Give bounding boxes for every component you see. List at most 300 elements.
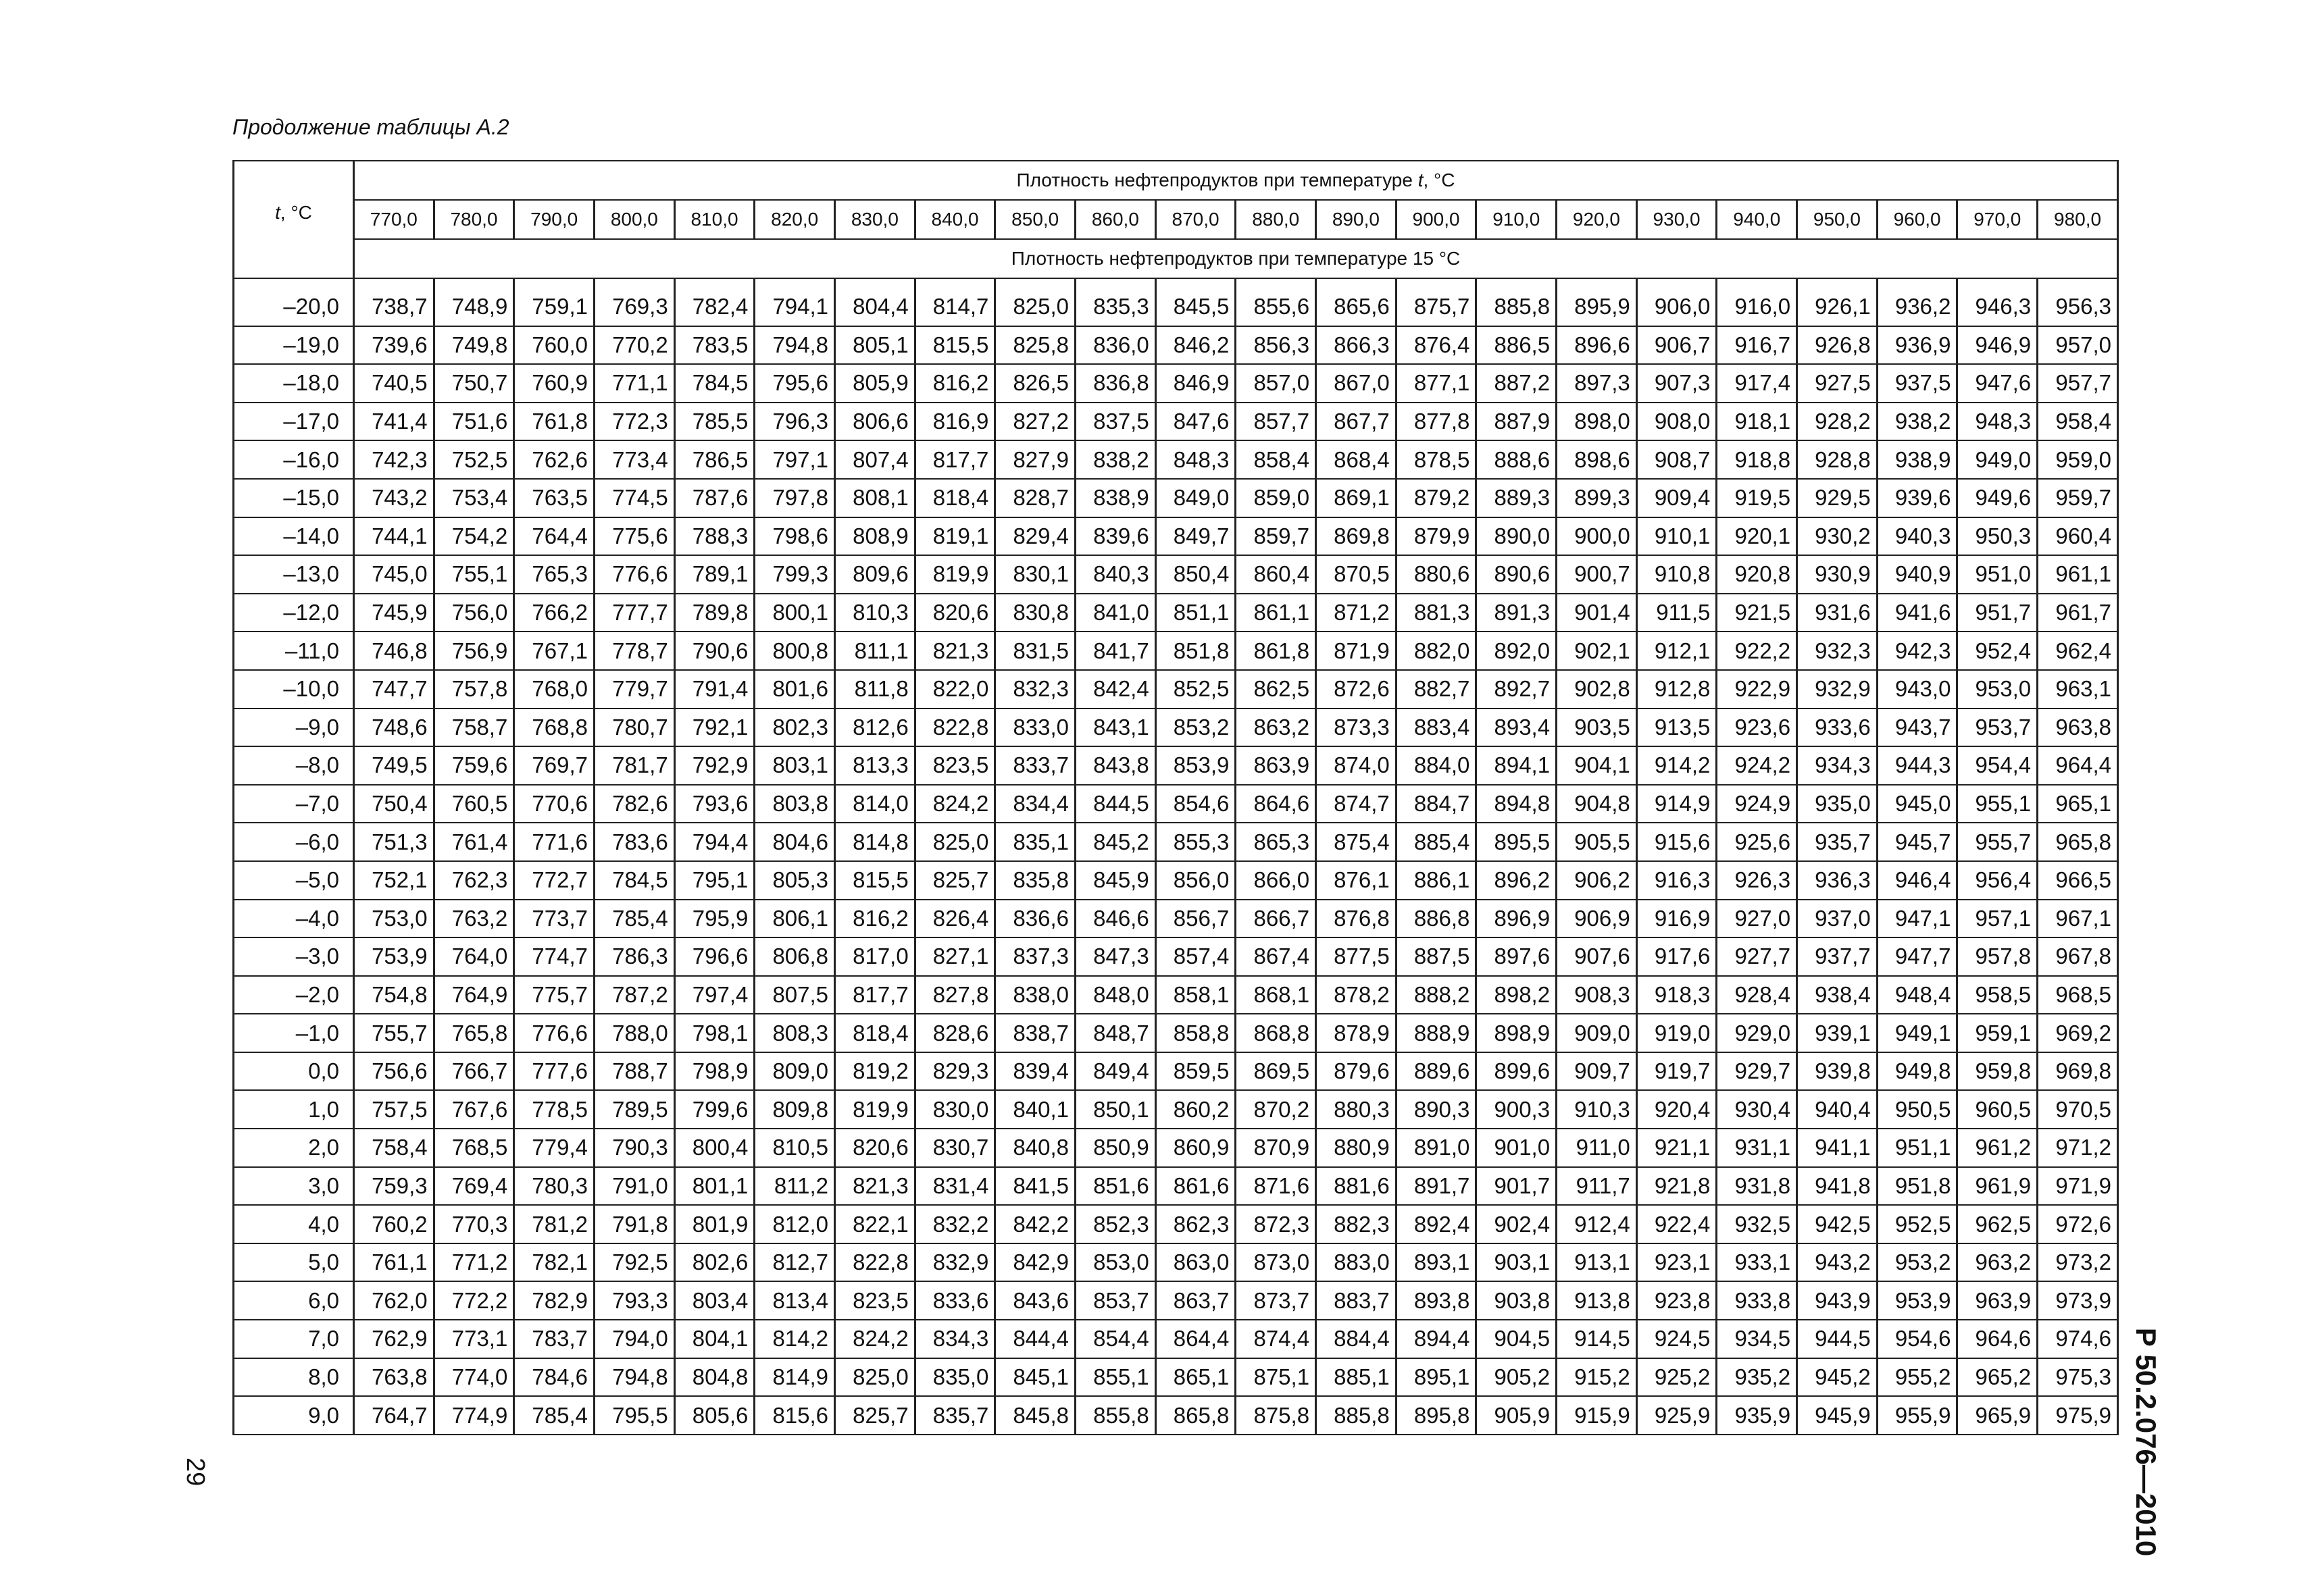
density-cell: 800,8: [755, 632, 835, 670]
density-cell: 945,2: [1797, 1358, 1878, 1397]
density-cell: 933,1: [1717, 1243, 1797, 1282]
density-cell: 740,5: [354, 364, 434, 403]
density-cell: 823,5: [915, 746, 995, 785]
density-cell: 941,8: [1797, 1167, 1878, 1206]
density-cell: 771,1: [595, 364, 675, 403]
density-cell: 963,9: [1957, 1281, 2038, 1320]
density-cell: 936,2: [1877, 278, 1957, 326]
density-cell: 808,1: [835, 479, 915, 517]
density-cell: 825,8: [995, 326, 1076, 365]
density-cell: 896,6: [1557, 326, 1637, 365]
density-cell: 881,3: [1396, 594, 1476, 632]
density-cell: 795,5: [595, 1396, 675, 1435]
density-cell: 920,8: [1717, 555, 1797, 594]
density-cell: 855,8: [1076, 1396, 1156, 1435]
density-cell: 807,4: [835, 440, 915, 479]
density-cell: 805,3: [755, 861, 835, 900]
density-cell: 773,7: [514, 900, 595, 938]
density-cell: 905,2: [1476, 1358, 1557, 1397]
density-cell: 954,6: [1877, 1320, 1957, 1358]
density-cell: 955,7: [1957, 823, 2038, 861]
density-cell: 943,2: [1797, 1243, 1878, 1282]
density-cell: 915,6: [1636, 823, 1717, 861]
density-cell: 958,5: [1957, 976, 2038, 1014]
density-cell: 946,9: [1957, 326, 2038, 365]
density-cell: 756,6: [354, 1052, 434, 1091]
temperature-cell: –9,0: [234, 709, 354, 747]
density-cell: 808,9: [835, 517, 915, 556]
density-cell: 772,3: [595, 403, 675, 441]
temperature-cell: –4,0: [234, 900, 354, 938]
density-cell: 919,0: [1636, 1014, 1717, 1052]
density-cell: 945,0: [1877, 785, 1957, 823]
density-cell: 893,4: [1476, 709, 1557, 747]
density-cell: 772,2: [434, 1281, 514, 1320]
density-cell: 973,2: [2038, 1243, 2118, 1282]
density-cell: 921,8: [1636, 1167, 1717, 1206]
density-at-15-header: Плотность нефтепродуктов при температуре 15 °C: [354, 239, 2118, 278]
table-body: [234, 278, 2118, 1435]
density-cell: 751,3: [354, 823, 434, 861]
density-cell: 920,4: [1636, 1090, 1717, 1129]
table-row: [234, 1281, 2118, 1320]
density-cell: 741,4: [354, 403, 434, 441]
density-cell: 861,1: [1236, 594, 1316, 632]
density-cell: 837,5: [1076, 403, 1156, 441]
table-row: [234, 1320, 2118, 1358]
density-cell: 971,2: [2038, 1129, 2118, 1167]
density-cell: 826,5: [995, 364, 1076, 403]
density-cell: 916,9: [1636, 900, 1717, 938]
density-cell: 925,6: [1717, 823, 1797, 861]
temperature-cell: –19,0: [234, 326, 354, 365]
density-cell: 943,9: [1797, 1281, 1878, 1320]
density-cell: 865,6: [1316, 278, 1397, 326]
density-cell: 906,2: [1557, 861, 1637, 900]
density-cell: 883,4: [1396, 709, 1476, 747]
density-cell: 814,8: [835, 823, 915, 861]
temperature-cell: 9,0: [234, 1396, 354, 1435]
density-cell: 924,5: [1636, 1320, 1717, 1358]
density-cell: 837,3: [995, 937, 1076, 976]
density-cell: 776,6: [514, 1014, 595, 1052]
density-cell: 827,1: [915, 937, 995, 976]
density-cell: 806,8: [755, 937, 835, 976]
density-cell: 914,5: [1557, 1320, 1637, 1358]
density-cell: 961,1: [2038, 555, 2118, 594]
density-cell: 960,5: [1957, 1090, 2038, 1129]
density-cell: 867,7: [1316, 403, 1397, 441]
density-cell: 811,1: [835, 632, 915, 670]
density-cell: 938,2: [1877, 403, 1957, 441]
table-row: [234, 1243, 2118, 1282]
density-cell: 863,9: [1236, 746, 1316, 785]
density-cell: 868,8: [1236, 1014, 1316, 1052]
density-cell: 918,8: [1717, 440, 1797, 479]
density-cell: 794,8: [755, 326, 835, 365]
density-cell: 948,4: [1877, 976, 1957, 1014]
density-cell: 924,9: [1717, 785, 1797, 823]
density-cell: 937,0: [1797, 900, 1878, 938]
table-row: [234, 1205, 2118, 1243]
density-cell: 859,0: [1236, 479, 1316, 517]
density-cell: 854,4: [1076, 1320, 1156, 1358]
density-cell: 792,5: [595, 1243, 675, 1282]
density-cell: 866,7: [1236, 900, 1316, 938]
density-cell: 898,6: [1557, 440, 1637, 479]
density-cell: 963,8: [2038, 709, 2118, 747]
density-cell: 945,9: [1797, 1396, 1878, 1435]
density-cell: 834,3: [915, 1320, 995, 1358]
density-cell: 858,4: [1236, 440, 1316, 479]
density-cell: 867,0: [1316, 364, 1397, 403]
density-cell: 771,6: [514, 823, 595, 861]
density-cell: 752,5: [434, 440, 514, 479]
density-cell: 882,7: [1396, 670, 1476, 709]
density-cell: 897,3: [1557, 364, 1637, 403]
density-cell: 845,1: [995, 1358, 1076, 1397]
density-cell: 911,0: [1557, 1129, 1637, 1167]
density-cell: 775,7: [514, 976, 595, 1014]
density-cell: 765,8: [434, 1014, 514, 1052]
density-cell: 890,3: [1396, 1090, 1476, 1129]
density-cell: 963,1: [2038, 670, 2118, 709]
density-cell: 789,1: [674, 555, 755, 594]
density-cell: 947,1: [1877, 900, 1957, 938]
density-cell: 848,3: [1155, 440, 1236, 479]
density-cell: 864,6: [1236, 785, 1316, 823]
density-cell: 863,7: [1155, 1281, 1236, 1320]
density-cell: 850,4: [1155, 555, 1236, 594]
temperature-cell: –10,0: [234, 670, 354, 709]
density-cell: 967,1: [2038, 900, 2118, 938]
density-cell: 836,6: [995, 900, 1076, 938]
density-cell: 923,1: [1636, 1243, 1717, 1282]
density-cell: 745,9: [354, 594, 434, 632]
density-cell: 812,6: [835, 709, 915, 747]
density-cell: 803,1: [755, 746, 835, 785]
density-cell: 758,4: [354, 1129, 434, 1167]
density-cell: 820,6: [835, 1129, 915, 1167]
density-cell: 900,0: [1557, 517, 1637, 556]
density-column-header: 980,0: [2038, 200, 2118, 239]
density-cell: 781,7: [595, 746, 675, 785]
density-cell: 808,3: [755, 1014, 835, 1052]
density-cell: 836,8: [1076, 364, 1156, 403]
density-cell: 816,9: [915, 403, 995, 441]
density-cell: 846,6: [1076, 900, 1156, 938]
density-cell: 903,5: [1557, 709, 1637, 747]
density-cell: 856,3: [1236, 326, 1316, 365]
density-cell: 932,9: [1797, 670, 1878, 709]
density-cell: 868,4: [1316, 440, 1397, 479]
density-cell: 969,8: [2038, 1052, 2118, 1091]
density-cell: 765,3: [514, 555, 595, 594]
density-cell: 955,1: [1957, 785, 2038, 823]
density-column-header: 830,0: [835, 200, 915, 239]
density-cell: 870,9: [1236, 1129, 1316, 1167]
density-cell: 959,7: [2038, 479, 2118, 517]
density-cell: 769,3: [595, 278, 675, 326]
density-cell: 780,7: [595, 709, 675, 747]
density-cell: 906,7: [1636, 326, 1717, 365]
density-cell: 928,8: [1797, 440, 1878, 479]
density-cell: 845,9: [1076, 861, 1156, 900]
standard-code: Р 50.2.076—2010: [2130, 1327, 2162, 1557]
density-cell: 811,2: [755, 1167, 835, 1206]
density-cell: 848,0: [1076, 976, 1156, 1014]
density-cell: 933,8: [1717, 1281, 1797, 1320]
density-column-header: 820,0: [755, 200, 835, 239]
density-cell: 891,3: [1476, 594, 1557, 632]
density-cell: 908,3: [1557, 976, 1637, 1014]
density-cell: 782,1: [514, 1243, 595, 1282]
density-cell: 963,2: [1957, 1243, 2038, 1282]
density-cell: 915,9: [1557, 1396, 1637, 1435]
density-cell: 833,6: [915, 1281, 995, 1320]
density-cell: 961,2: [1957, 1129, 2038, 1167]
density-cell: 915,2: [1557, 1358, 1637, 1397]
density-cell: 835,3: [1076, 278, 1156, 326]
table-row: [234, 403, 2118, 441]
density-cell: 738,7: [354, 278, 434, 326]
density-cell: 778,7: [595, 632, 675, 670]
density-cell: 950,3: [1957, 517, 2038, 556]
density-cell: 853,0: [1076, 1243, 1156, 1282]
density-cell: 884,7: [1396, 785, 1476, 823]
density-cell: 953,7: [1957, 709, 2038, 747]
density-cell: 952,4: [1957, 632, 2038, 670]
density-cell: 884,4: [1316, 1320, 1397, 1358]
density-cell: 750,4: [354, 785, 434, 823]
temperature-cell: –15,0: [234, 479, 354, 517]
density-cell: 952,5: [1877, 1205, 1957, 1243]
density-cell: 875,1: [1236, 1358, 1316, 1397]
density-cell: 928,2: [1797, 403, 1878, 441]
density-cell: 753,4: [434, 479, 514, 517]
density-cell: 761,1: [354, 1243, 434, 1282]
density-cell: 830,1: [995, 555, 1076, 594]
table-row: [234, 594, 2118, 632]
table-row: [234, 278, 2118, 326]
density-cell: 885,4: [1396, 823, 1476, 861]
density-cell: 748,9: [434, 278, 514, 326]
density-cell: 780,3: [514, 1167, 595, 1206]
temperature-cell: –8,0: [234, 746, 354, 785]
density-cell: 930,2: [1797, 517, 1878, 556]
density-cell: 819,1: [915, 517, 995, 556]
density-cell: 760,0: [514, 326, 595, 365]
density-column-header: 910,0: [1476, 200, 1557, 239]
density-cell: 887,9: [1476, 403, 1557, 441]
density-cell: 965,8: [2038, 823, 2118, 861]
density-cell: 889,6: [1396, 1052, 1476, 1091]
density-cell: 803,8: [755, 785, 835, 823]
density-cell: 787,2: [595, 976, 675, 1014]
density-cell: 759,6: [434, 746, 514, 785]
density-cell: 891,0: [1396, 1129, 1476, 1167]
density-cell: 828,7: [995, 479, 1076, 517]
density-cell: 888,9: [1396, 1014, 1476, 1052]
density-column-header: 790,0: [514, 200, 595, 239]
table-row: [234, 1358, 2118, 1397]
density-cell: 835,0: [915, 1358, 995, 1397]
density-cell: 756,0: [434, 594, 514, 632]
density-cell: 957,8: [1957, 937, 2038, 976]
density-cell: 900,7: [1557, 555, 1637, 594]
density-cell: 771,2: [434, 1243, 514, 1282]
density-cell: 779,7: [595, 670, 675, 709]
density-cell: 961,9: [1957, 1167, 2038, 1206]
density-cell: 946,4: [1877, 861, 1957, 900]
density-cell: 926,1: [1797, 278, 1878, 326]
density-cell: 841,7: [1076, 632, 1156, 670]
density-column-header: 900,0: [1396, 200, 1476, 239]
density-cell: 893,8: [1396, 1281, 1476, 1320]
density-cell: 840,3: [1076, 555, 1156, 594]
density-cell: 839,6: [1076, 517, 1156, 556]
density-cell: 917,6: [1636, 937, 1717, 976]
density-cell: 957,1: [1957, 900, 2038, 938]
density-cell: 858,8: [1155, 1014, 1236, 1052]
density-cell: 863,2: [1236, 709, 1316, 747]
density-cell: 899,6: [1476, 1052, 1557, 1091]
table-row: [234, 364, 2118, 403]
density-cell: 769,4: [434, 1167, 514, 1206]
density-cell: 822,8: [915, 709, 995, 747]
density-cell: 945,7: [1877, 823, 1957, 861]
density-cell: 929,5: [1797, 479, 1878, 517]
density-cell: 935,2: [1717, 1358, 1797, 1397]
density-cell: 938,4: [1797, 976, 1878, 1014]
density-cell: 821,3: [915, 632, 995, 670]
density-cell: 905,5: [1557, 823, 1637, 861]
density-cell: 873,7: [1236, 1281, 1316, 1320]
density-cell: 800,1: [755, 594, 835, 632]
density-cell: 951,0: [1957, 555, 2038, 594]
temperature-cell: –5,0: [234, 861, 354, 900]
density-cell: 934,3: [1797, 746, 1878, 785]
density-cell: 757,8: [434, 670, 514, 709]
density-column-header: 850,0: [995, 200, 1076, 239]
density-cell: 878,9: [1316, 1014, 1397, 1052]
density-cell: 893,1: [1396, 1243, 1476, 1282]
density-cell: 797,4: [674, 976, 755, 1014]
density-cell: 785,5: [674, 403, 755, 441]
density-cell: 833,0: [995, 709, 1076, 747]
density-cell: 815,5: [915, 326, 995, 365]
density-cell: 921,5: [1717, 594, 1797, 632]
density-cell: 927,5: [1797, 364, 1878, 403]
density-column-header: 940,0: [1717, 200, 1797, 239]
density-cell: 944,5: [1797, 1320, 1878, 1358]
density-cell: 834,4: [995, 785, 1076, 823]
density-cell: 910,8: [1636, 555, 1717, 594]
density-cell: 872,6: [1316, 670, 1397, 709]
density-cell: 864,4: [1155, 1320, 1236, 1358]
density-cell: 769,7: [514, 746, 595, 785]
density-cell: 840,8: [995, 1129, 1076, 1167]
density-cell: 946,3: [1957, 278, 2038, 326]
density-cell: 964,6: [1957, 1320, 2038, 1358]
density-cell: 838,2: [1076, 440, 1156, 479]
density-cell: 791,4: [674, 670, 755, 709]
temperature-cell: 0,0: [234, 1052, 354, 1091]
density-cell: 817,7: [915, 440, 995, 479]
density-cell: 876,4: [1396, 326, 1476, 365]
density-cell: 959,0: [2038, 440, 2118, 479]
density-cell: 830,0: [915, 1090, 995, 1129]
density-cell: 851,1: [1155, 594, 1236, 632]
density-cell: 827,8: [915, 976, 995, 1014]
density-cell: 783,6: [595, 823, 675, 861]
density-cell: 831,5: [995, 632, 1076, 670]
density-cell: 895,5: [1476, 823, 1557, 861]
density-cell: 879,2: [1396, 479, 1476, 517]
density-cell: 770,3: [434, 1205, 514, 1243]
density-cell: 841,5: [995, 1167, 1076, 1206]
density-cell: 742,3: [354, 440, 434, 479]
density-cell: 785,4: [514, 1396, 595, 1435]
density-cell: 786,3: [595, 937, 675, 976]
density-cell: 865,1: [1155, 1358, 1236, 1397]
density-cell: 819,9: [915, 555, 995, 594]
density-cell: 943,7: [1877, 709, 1957, 747]
density-cell: 866,0: [1236, 861, 1316, 900]
density-cell: 825,0: [995, 278, 1076, 326]
density-cell: 869,5: [1236, 1052, 1316, 1091]
density-cell: 813,3: [835, 746, 915, 785]
density-cell: 890,6: [1476, 555, 1557, 594]
density-cell: 847,6: [1155, 403, 1236, 441]
density-cell: 755,7: [354, 1014, 434, 1052]
density-column-header: 780,0: [434, 200, 514, 239]
density-cell: 855,3: [1155, 823, 1236, 861]
density-cell: 957,7: [2038, 364, 2118, 403]
density-cell: 904,8: [1557, 785, 1637, 823]
temperature-cell: –1,0: [234, 1014, 354, 1052]
density-cell: 869,8: [1316, 517, 1397, 556]
density-cell: 842,9: [995, 1243, 1076, 1282]
density-column-header: 930,0: [1636, 200, 1717, 239]
density-cell: 793,6: [674, 785, 755, 823]
density-cell: 790,6: [674, 632, 755, 670]
density-cell: 823,5: [835, 1281, 915, 1320]
density-cell: 935,7: [1797, 823, 1878, 861]
density-cell: 768,0: [514, 670, 595, 709]
density-cell: 885,8: [1476, 278, 1557, 326]
density-cell: 910,3: [1557, 1090, 1637, 1129]
density-cell: 852,5: [1155, 670, 1236, 709]
density-cell: 942,5: [1797, 1205, 1878, 1243]
density-cell: 783,7: [514, 1320, 595, 1358]
density-cell: 877,1: [1396, 364, 1476, 403]
density-column-header: 810,0: [674, 200, 755, 239]
density-cell: 891,7: [1396, 1167, 1476, 1206]
density-cell: 794,8: [595, 1358, 675, 1397]
density-column-header: 920,0: [1557, 200, 1637, 239]
density-cell: 927,7: [1717, 937, 1797, 976]
density-column-header: 960,0: [1877, 200, 1957, 239]
table-caption: Продолжение таблицы А.2: [232, 115, 509, 139]
density-cell: 786,5: [674, 440, 755, 479]
density-cell: 802,6: [674, 1243, 755, 1282]
temperature-cell: 1,0: [234, 1090, 354, 1129]
density-cell: 762,3: [434, 861, 514, 900]
density-cell: 816,2: [835, 900, 915, 938]
density-cell: 874,4: [1236, 1320, 1316, 1358]
density-cell: 919,7: [1636, 1052, 1717, 1091]
